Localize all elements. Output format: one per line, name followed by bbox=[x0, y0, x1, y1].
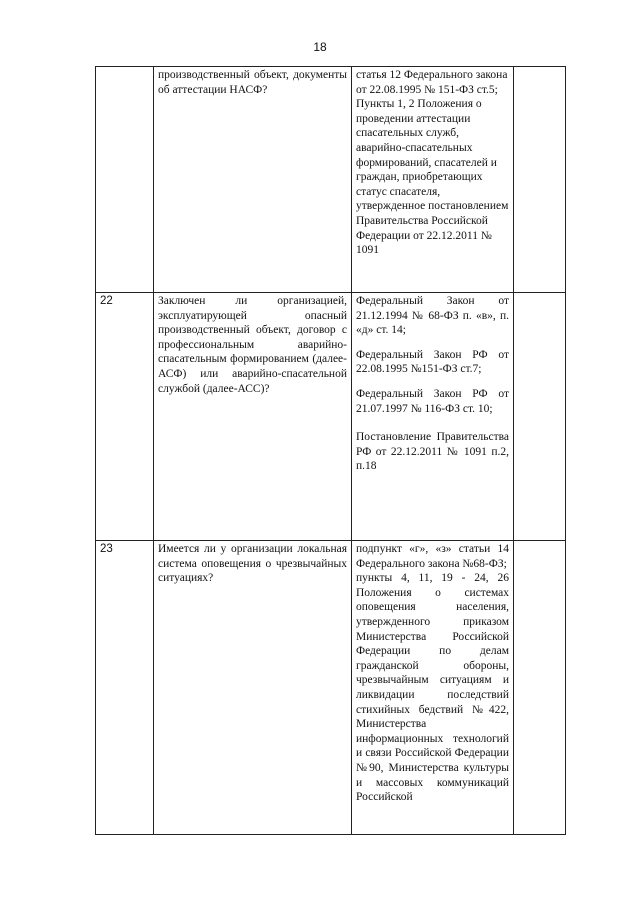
checklist-table bbox=[95, 66, 566, 835]
result-cell bbox=[514, 293, 566, 541]
row-number: 22 bbox=[96, 293, 154, 541]
question-cell bbox=[154, 67, 352, 293]
basis-item: подпункт «г», «з» статьи 14 Федерального закона №68-ФЗ; bbox=[356, 543, 509, 570]
table-row bbox=[96, 293, 566, 541]
basis-item: Постановление Правительства РФ от 22.12.2011 № 1091 п.2, п.18 bbox=[356, 431, 509, 473]
question-cell bbox=[154, 293, 352, 541]
table-row bbox=[96, 67, 566, 293]
basis-cell bbox=[352, 541, 514, 835]
basis-item: Федеральный Закон РФ от 22.08.1995 №151-ФЗ ст.7; bbox=[356, 348, 509, 376]
basis-item: пункты 4, 11, 19 - 24, 26 Положения о системах оповещения населения, утвержденного приказом Министерства Российской Федерации по делам гражданской обороны, чрезвычайным ситуациям и ликвидации последствий стихийных бедствий №422, Министерства информационных технологий и связи Российской Федерации №90, Министерства культуры и массовых коммуникаций Российской bbox=[356, 572, 509, 804]
basis-cell bbox=[352, 67, 514, 293]
row-number: 23 bbox=[96, 541, 154, 835]
basis-item: Федеральный Закон от 21.12.1994 № 68-ФЗ п. «в», п. «д» ст. 14; bbox=[356, 295, 509, 337]
page-number: 18 bbox=[313, 40, 327, 54]
basis-item: Федеральный Закон РФ от 21.07.1997 № 116-ФЗ ст. 10; bbox=[356, 387, 509, 415]
table-row bbox=[96, 541, 566, 835]
result-cell bbox=[514, 67, 566, 293]
basis-item: Пункты 1, 2 Положения о проведении аттестации спасательных служб, аварийно-спасательных формирований, спасателей и граждан, приобретающих статус спасателя, утвержденное постановлением Правительства Российской Федерации от 22.12.2011 № 1091 bbox=[356, 98, 509, 257]
question-cell bbox=[154, 541, 352, 835]
result-cell bbox=[514, 541, 566, 835]
question-text: производственный объект, документы об аттестации НАСФ? bbox=[158, 69, 347, 96]
row-number bbox=[96, 67, 154, 293]
basis-cell bbox=[352, 293, 514, 541]
basis-item: статья 12 Федерального закона от 22.08.1995 № 151-ФЗ ст.5; bbox=[356, 69, 508, 96]
question-text: Имеется ли у организации локальная система оповещения о чрезвычайных ситуациях? bbox=[158, 543, 347, 585]
question-text: Заключен ли организацией, эксплуатирующей опасный производственный объект, договор с профессиональным аварийно-спасательным формированием (далее-АСФ) или аварийно-спасательной службой (далее-АСС)? bbox=[158, 295, 347, 395]
